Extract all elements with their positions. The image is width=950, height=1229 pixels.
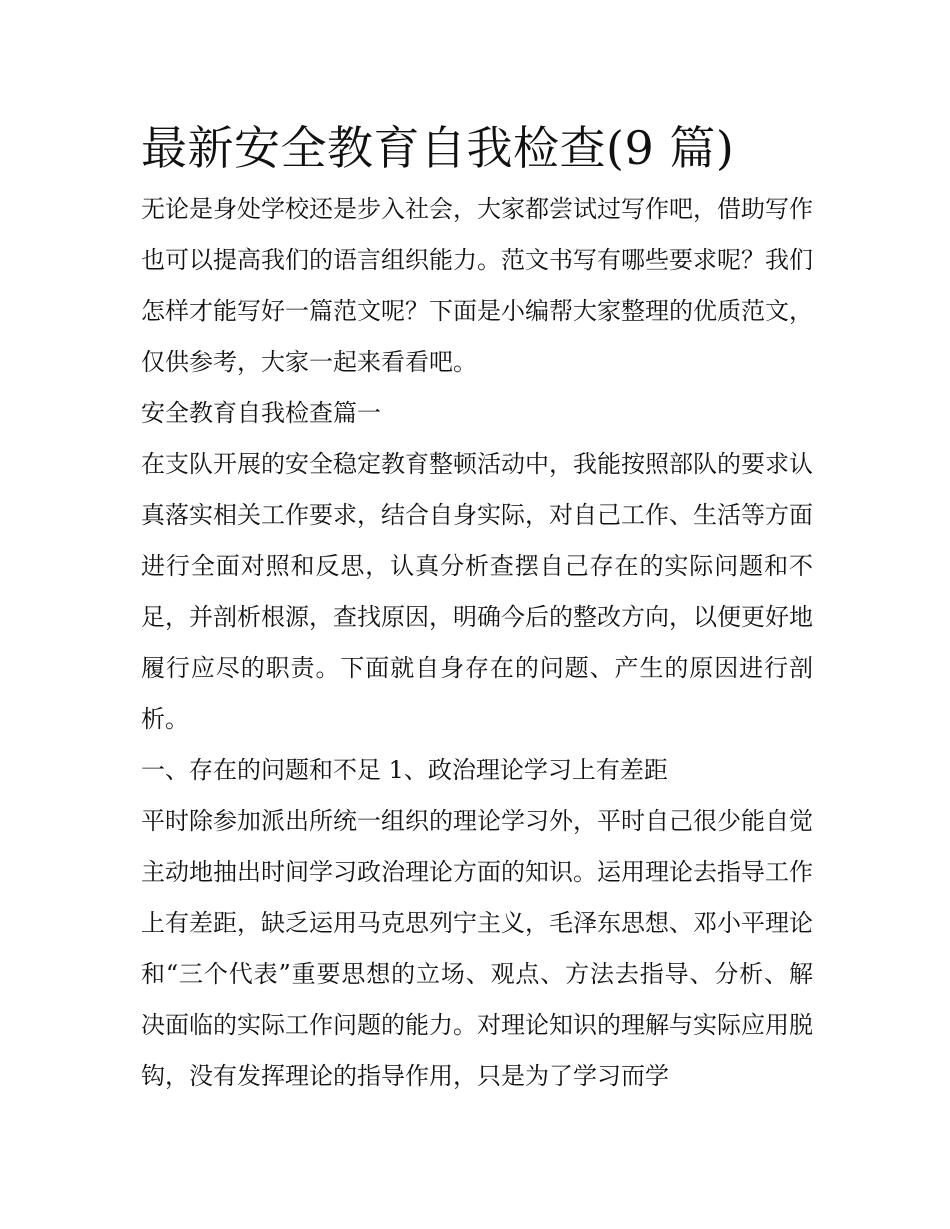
body-paragraph: 平时除参加派出所统一组织的理论学习外，平时自己很少能自觉主动地抽出时间学习政治理论方面的知识。运用理论去指导工作上有差距，缺乏运用马克思列宁主义，毛泽东思想、邓小平理论和“三个代表”重要思想的立场、观点、方法去指导、分析、解决面临的实际工作问题的能力。对理论知识的理解与实际应用脱钩，没有发挥理论的指导作用，只是为了学习而学 [141,807,813,1090]
document-body [141,112,813,1102]
section-heading-part-one: 安全教育自我检查篇一 [141,399,381,427]
subsection-heading: 一、存在的问题和不足 1、政治理论学习上有差距 [141,756,668,784]
body-paragraph: 在支队开展的安全稳定教育整顿活动中，我能按照部队的要求认真落实相关工作要求，结合自身实际，对自己工作、生活等方面进行全面对照和反思，认真分析查摆自己存在的实际问题和不足，并剖析根源，查找原因，明确今后的整改方向，以便更好地履行应尽的职责。下面就自身存在的问题、产生的原因进行剖析。 [141,450,813,733]
intro-paragraph: 无论是身处学校还是步入社会，大家都尝试过写作吧，借助写作也可以提高我们的语言组织能力。范文书写有哪些要求呢？我们怎样才能写好一篇范文呢？下面是小编帮大家整理的优质范文，仅供参考，大家一起来看看吧。 [141,195,813,376]
document-title: 最新安全教育自我检查(9 篇) [141,121,735,175]
